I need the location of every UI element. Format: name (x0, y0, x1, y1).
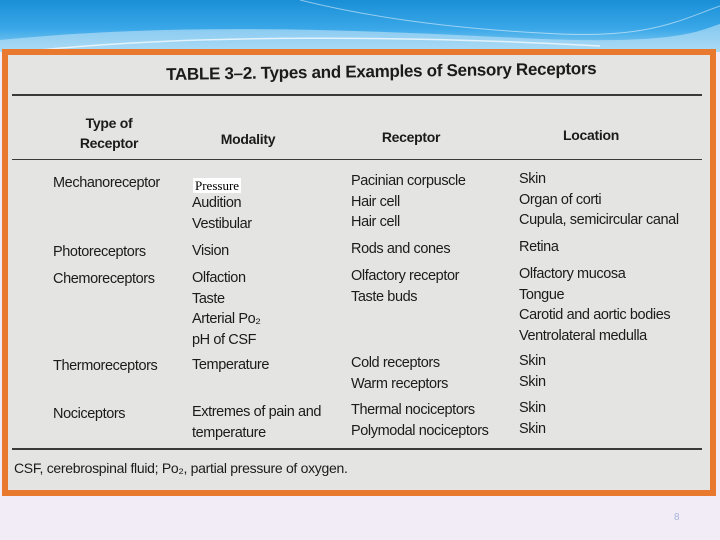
table-row-type: Nociceptors (53, 406, 126, 422)
modality-cell: Temperature (192, 357, 269, 373)
receptor-cell: Pacinian corpuscle Hair cell Hair cell (351, 173, 466, 230)
column-header-location: Location (563, 127, 619, 143)
location-cell: Olfactory mucosa Tongue Carotid and aortic bodies Ventrolateral medulla (519, 266, 671, 344)
modality-cell: Olfaction Taste Arterial Po₂ pH of CSF (192, 270, 261, 348)
modality-cell: Vision (192, 243, 229, 259)
table-row-type: Mechanoreceptor (53, 175, 160, 191)
location-cell: Skin Organ of corti Cupula, semicircular canal (519, 171, 679, 228)
page-number: 8 (674, 512, 680, 523)
receptor-cell: Thermal nociceptors Polymodal nociceptors (351, 402, 489, 439)
receptor-cell: Rods and cones (351, 241, 451, 257)
pressure-label-overlay: Pressure (195, 178, 240, 193)
location-cell: Retina (519, 239, 559, 255)
table-row-type: Chemoreceptors (53, 271, 155, 287)
table-row-type: Thermoreceptors (53, 358, 158, 374)
receptor-cell: Olfactory receptor Taste buds (351, 268, 460, 305)
column-header-type: Type of Receptor (79, 115, 139, 151)
header-rule (12, 159, 702, 160)
scanned-table (8, 55, 710, 490)
table-footnote: CSF, cerebrospinal fluid; Po₂, partial pressure of oxygen. (14, 460, 348, 476)
location-cell: Skin Skin (519, 353, 546, 390)
bottom-rule (12, 448, 702, 450)
location-cell: Skin Skin (519, 400, 546, 437)
modality-cell: Audition Vestibular (192, 195, 252, 232)
column-header-modality: Modality (220, 131, 276, 147)
table-row-type: Photoreceptors (53, 244, 146, 260)
table-title: TABLE 3–2. Types and Examples of Sensory Receptors (166, 58, 597, 84)
top-rule (12, 94, 702, 96)
banner-wave-decoration (0, 0, 720, 52)
header-banner (0, 0, 720, 52)
column-header-receptor: Receptor (381, 129, 441, 145)
modality-cell: Extremes of pain and temperature (192, 404, 322, 441)
image-frame (2, 49, 716, 496)
receptor-cell: Cold receptors Warm receptors (351, 355, 448, 392)
